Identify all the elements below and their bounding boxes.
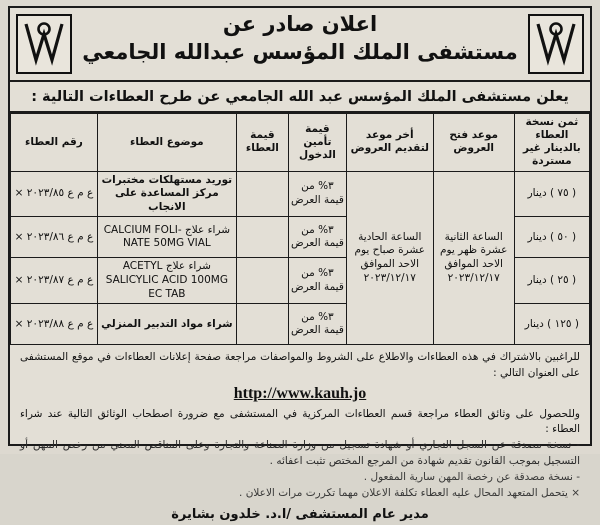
cell-value-3	[236, 258, 288, 304]
note-line-1: للراغبين بالاشتراك في هذه العطاءات والاطلاع على الشروط والمواصفات مراجعة صفحة إعلانات العطاءات في موقع المستشفى على العنوان التالي :	[20, 351, 580, 379]
cell-number-4: ع م ع ٢٠٢٣/٨٨ ×	[11, 304, 98, 345]
cell-number-2: ع م ع ٢٠٢٣/٨٦ ×	[11, 217, 98, 258]
cell-price-2: ( ٥٠ ) دينار	[514, 217, 589, 258]
cell-subject-3	[97, 258, 236, 304]
cell-deposit-1: ٣% من قيمة العرض	[288, 171, 346, 217]
cell-subject-3-prefix: شراء علاج	[165, 260, 211, 273]
signature-line: مدير عام المستشفى /ا.د. خلدون بشايرة	[171, 507, 429, 523]
cell-subject-2-prefix: شراء علاج	[184, 223, 231, 236]
cell-subject-4: شراء مواد التدبير المنزلي	[97, 304, 236, 345]
note-bullet-3: × يتحمل المتعهد المحال عليه العطاء تكلفة الاعلان مهما تكررت مرات الاعلان .	[239, 487, 580, 500]
note-bullet-1: - نسخة مصدقة عن السجل التجاري أو شهادة تسجيل من وزارة الصناعة والتجارة وعلى المناقص المعني من رخص المهن أو التسجيل بموجب القانون تقديم شهادة من المرجع المختص تثبت اعفائه .	[20, 439, 580, 467]
cell-deposit-4: ٣% من قيمة العرض	[288, 304, 346, 345]
ad-frame	[8, 6, 592, 523]
cell-subject-1: توريد مستهلكات مختبرات مركز المساعدة على الانجاب	[97, 171, 236, 217]
cell-subject-2-drug: CALCIUM FOLI-NATE 50MG VIAL	[103, 223, 211, 250]
hospital-logo-right-icon	[528, 14, 584, 74]
cell-subject-2	[97, 217, 236, 258]
col-open-date: موعد فتح العروض	[433, 114, 514, 172]
col-entry-deposit: قيمة تأمين الدخول	[288, 114, 346, 172]
col-bid-value: قيمة العطاء	[236, 114, 288, 172]
hospital-website-link[interactable]: http://www.kauh.jo	[233, 384, 367, 402]
note-bullet-2: - نسخة مصدقة عن رخصة المهن سارية المفعول .	[363, 470, 580, 483]
cell-close-date-merged: الساعة الحادية عشرة صباح يوم الاحد الموافق ٢٠٢٣/١٢/١٧	[346, 171, 433, 345]
ad-intro-line: يعلن مستشفى الملك المؤسس عبد الله الجامعي عن طرح العطاءات التالية :	[10, 82, 590, 113]
cell-deposit-2: ٣% من قيمة العرض	[288, 217, 346, 258]
cell-value-4	[236, 304, 288, 345]
note-line-2: وللحصول على وثائق العطاء مراجعة قسم العطاءات المركزية في المستشفى مع ضرورة اصطحاب الوثائق التالية عند شراء العطاء :	[20, 407, 580, 436]
ad-header	[10, 8, 590, 82]
bids-table-wrap	[10, 113, 590, 345]
cell-subject-3-drug: ACETYL SALICYLIC ACID 100MG EC TAB	[105, 260, 228, 300]
cell-price-3: ( ٢٥ ) دينار	[514, 258, 589, 304]
col-bid-subject: موضوع العطاء	[97, 114, 236, 172]
ad-title-line2: مستشفى الملك المؤسس عبدالله الجامعي	[82, 40, 518, 65]
cell-price-1: ( ٧٥ ) دينار	[514, 171, 589, 217]
cell-price-4: ( ١٢٥ ) دينار	[514, 304, 589, 345]
table-row	[11, 171, 590, 217]
col-price: ثمن نسخة العطاء بالدينار غير مستردة	[514, 114, 589, 172]
cell-value-2	[236, 217, 288, 258]
cell-number-3: ع م ع ٢٠٢٣/٨٧ ×	[11, 258, 98, 304]
ad-title-line1: اعلان صادر عن	[222, 12, 378, 36]
header-text-block	[80, 10, 520, 67]
col-close-date: أخر موعد لتقديم العروض	[346, 114, 433, 172]
table-header-row	[11, 114, 590, 172]
hospital-logo-left-icon	[16, 14, 72, 74]
cell-deposit-3: ٣% من قيمة العرض	[288, 258, 346, 304]
cell-value-1	[236, 171, 288, 217]
col-bid-number: رقم العطاء	[11, 114, 98, 172]
cell-open-date-merged: الساعة الثانية عشرة ظهر يوم الاحد الموافق ٢٠٢٣/١٢/١٧	[433, 171, 514, 345]
notes-section	[10, 345, 590, 525]
cell-number-1: ع م ع ٢٠٢٣/٨٥ ×	[11, 171, 98, 217]
bids-table	[10, 113, 590, 345]
